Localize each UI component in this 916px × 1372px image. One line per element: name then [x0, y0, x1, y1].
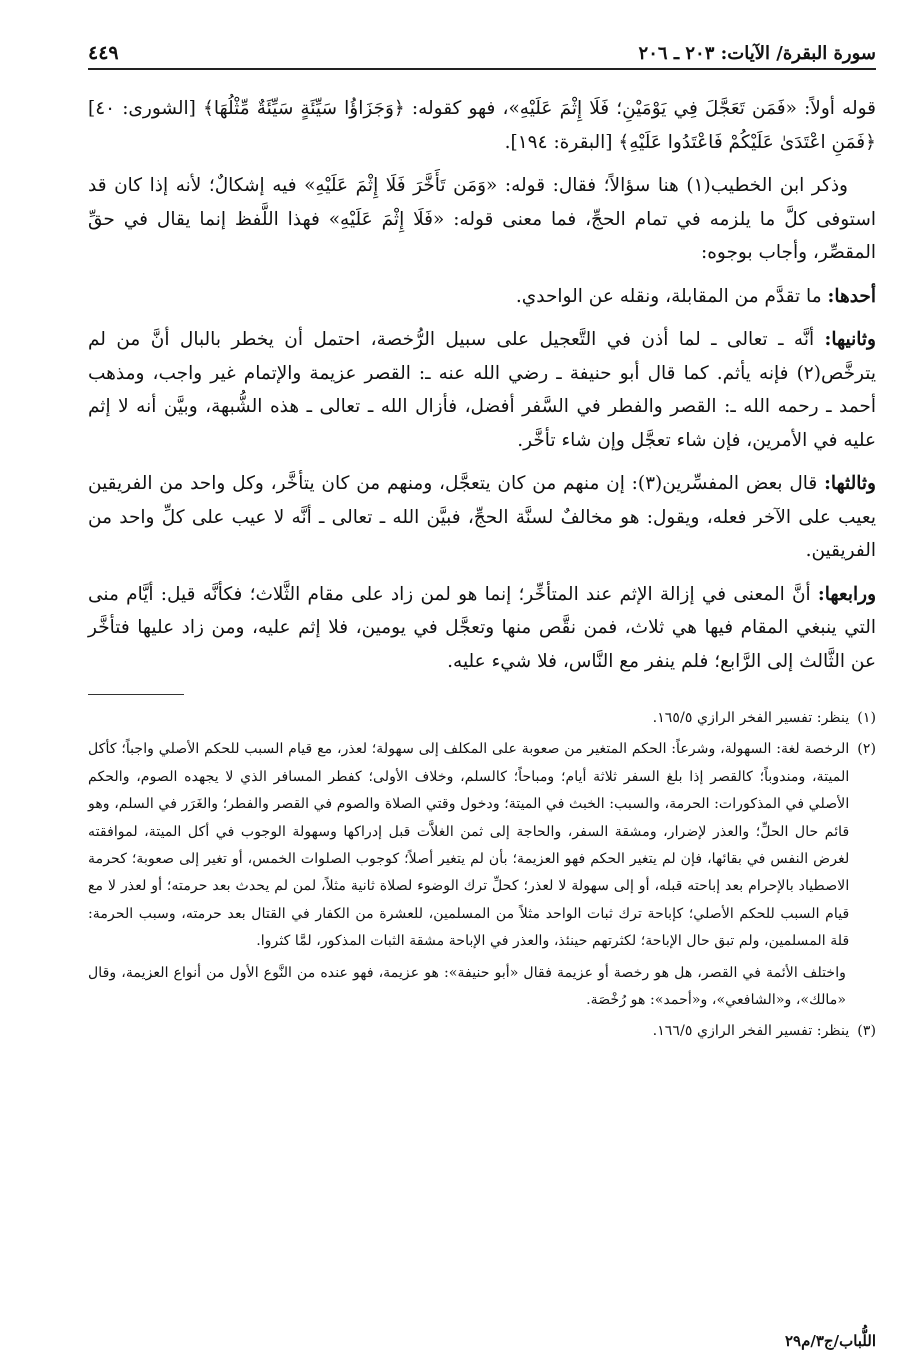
footnote-text: واختلف الأئمة في القصر، هل هو رخصة أو عزيمة فقال «أبو حنيفة»: هو عزيمة، فهو عنده من النَّوع الأول من أنواع العزيمة، وقال «مالك»، و«الشافعي»، و«أحمد»: هو رُخْصَة. [88, 964, 846, 1009]
footnote-mark: (٣) [857, 1023, 876, 1040]
paragraph-lead: وثانيها: [824, 329, 876, 350]
paragraph-text: أنَّ المعنى في إزالة الإثم عند المتأخِّر؛ إنما هو لمن زاد على مقام الثَّلاث؛ فكأنَّه قيل: أيَّام منى التي ينبغي المقام فيها هي ثلاث، فمن نقَّص منها وتعجَّل في يومين، فلا إثم عليه، ومن زاد عليها فتأخَّر عن الثَّالث إلى الرَّابع؛ فلم ينفر مع النَّاس، فلا شيء عليه. [88, 583, 876, 672]
footnote-mark: (١) [857, 710, 876, 726]
footnote-continuation [88, 960, 876, 1015]
footnote [88, 705, 876, 732]
paragraph-text: ما تقدَّم من المقابلة، ونقله عن الواحدي. [515, 285, 828, 307]
paragraph-text: وذكر ابن الخطيب(١) هنا سؤالاً؛ فقال: قوله: «وَمَن تَأَخَّرَ فَلَا إِثْمَ عَلَيْهِ» فيه إشكالٌ؛ لأنه إذا كان قد استوفى كلَّ ما يلزمه في تمام الحجِّ، فما معنى قوله: «فَلَا إِثْمَ عَلَيْهِ» فهذا اللَّفظ إنما يقال في حقِّ المقصِّر، وأجاب بوجوه: [88, 175, 876, 263]
paragraph [88, 467, 876, 568]
running-header [88, 28, 876, 70]
footnote-text: ينظر: تفسير الفخر الرازي ١٦٥/٥. [652, 710, 850, 726]
page [88, 28, 876, 1372]
footnote-text: ينظر: تفسير الفخر الرازي ١٦٦/٥. [652, 1023, 850, 1040]
paragraph-lead: وثالثها: [824, 473, 876, 494]
page-number: ٤٤٩ [88, 42, 119, 64]
footnote-text: الرخصة لغة: السهولة، وشرعاً: الحكم المتغير من صعوبة على المكلف إلى سهولة؛ لعذر، مع قيام السبب للحكم الأصلي واجباً؛ كأكل الميتة، ومندوباً؛ كالقصر إذا بلغ السفر ثلاثة أيام؛ ومباحاً؛ كالسلم، وخلاف الأولى؛ كفطر المسافر الذي لا يجهده الصوم، والحكم الأصلي في المذكورات: الحرمة، والسبب: الخبث في الميتة؛ ودخول وقتي الصلاة والصوم في القصر والفطر؛ والغَرَر في السلم، وهو قائم حال الحلِّ؛ والعذر لإضرار، ومشقة السفر، والحاجة إلى ثمن الغلاَّت قبل إدراكها وسهولة الوجوب في أكل الميتة، لموافقته لغرض النفس في بقائها، فإن لم يتغير الحكم فهو العزيمة؛ بأن لم يتغير أصلاً؛ كوجوب الصلوات الخمس، أو تغير إلى صعوبة؛ كحرمة الاصطياد بالإحرام بعد إباحته قبله، أو إلى سهولة لا لعذر؛ كحلِّ ترك الوضوء لصلاة ثانية مثلاً، لمن لم يحدث بعد حرمته؛ أو لعذر لا مع قيام السبب للحكم الأصلي؛ كإباحة ترك ثبات الواحد مثلاً من المسلمين، للعشرة من الكفار في القتال بعد حرمته، وسبب الحرمة: قلة المسلمين، ولم تبق حال الإباحة؛ لكثرتهم حينئذ، والعذر في الإباحة مشقة الثبات المذكور، لمَّا كثروا. [88, 741, 850, 950]
paragraph-text: أنَّه ـ تعالى ـ لما أذن في التَّعجيل على سبيل الرُّخصة، احتمل أن يخطر بالبال أنَّ من لم يترخَّص(٢) فإنه يأثم. كما قال أبو حنيفة ـ رضي الله عنه ـ: القصر عزيمة والإتمام غير واجب، ومذهب أحمد ـ رحمه الله ـ: القصر والفطر في السَّفر أفضل، فأزال الله ـ تعالى ـ هذه الشُّبهة، وبيَّن أنه لا إثم عليه في الأمرين، فإن شاء تعجَّل وإن شاء تأخَّر. [88, 329, 876, 451]
paragraph-text: قوله أولاً: «فَمَن تَعَجَّلَ فِي يَوْمَيْنِ؛ فَلَا إِثْمَ عَلَيْهِ»، فهو كقوله: ﴿وَجَزَاؤُا سَيِّئَةٍ سَيِّئَةٌ مِّثْلُهَا﴾ [الشورى: ٤٠] ﴿فَمَنِ اعْتَدَىٰ عَلَيْكُمْ فَاعْتَدُوا عَلَيْهِ﴾ [البقرة: ١٩٤]. [88, 98, 876, 153]
signature-mark: اللُّباب/ج٣/م٢٩ [784, 1332, 876, 1350]
paragraph-lead: ورابعها: [817, 583, 876, 605]
footnote-mark: (٢) [857, 741, 876, 758]
paragraph [88, 92, 876, 159]
paragraph-lead: أحدها: [827, 285, 876, 307]
footnote-divider [88, 694, 184, 695]
chapter-title: سورة البقرة/ الآيات: ٢٠٣ ـ ٢٠٦ [638, 43, 876, 64]
paragraph [88, 280, 876, 314]
paragraph-text: قال بعض المفسِّرين(٣): إن منهم من كان يتعجَّل، ومنهم من كان يتأخَّر، وكل واحد من الفريقين يعيب على الآخر فعله، ويقول: هو مخالفٌ لسنَّة الحجِّ، فبيَّن الله ـ تعالى ـ أنَّه لا عيب على كلِّ واحد من الفريقين. [88, 473, 876, 561]
paragraph [88, 169, 876, 270]
footnotes [88, 705, 876, 1046]
paragraph [88, 578, 876, 679]
paragraph [88, 323, 876, 457]
main-text [88, 92, 876, 678]
footnote [88, 736, 876, 955]
footnote [88, 1018, 876, 1045]
